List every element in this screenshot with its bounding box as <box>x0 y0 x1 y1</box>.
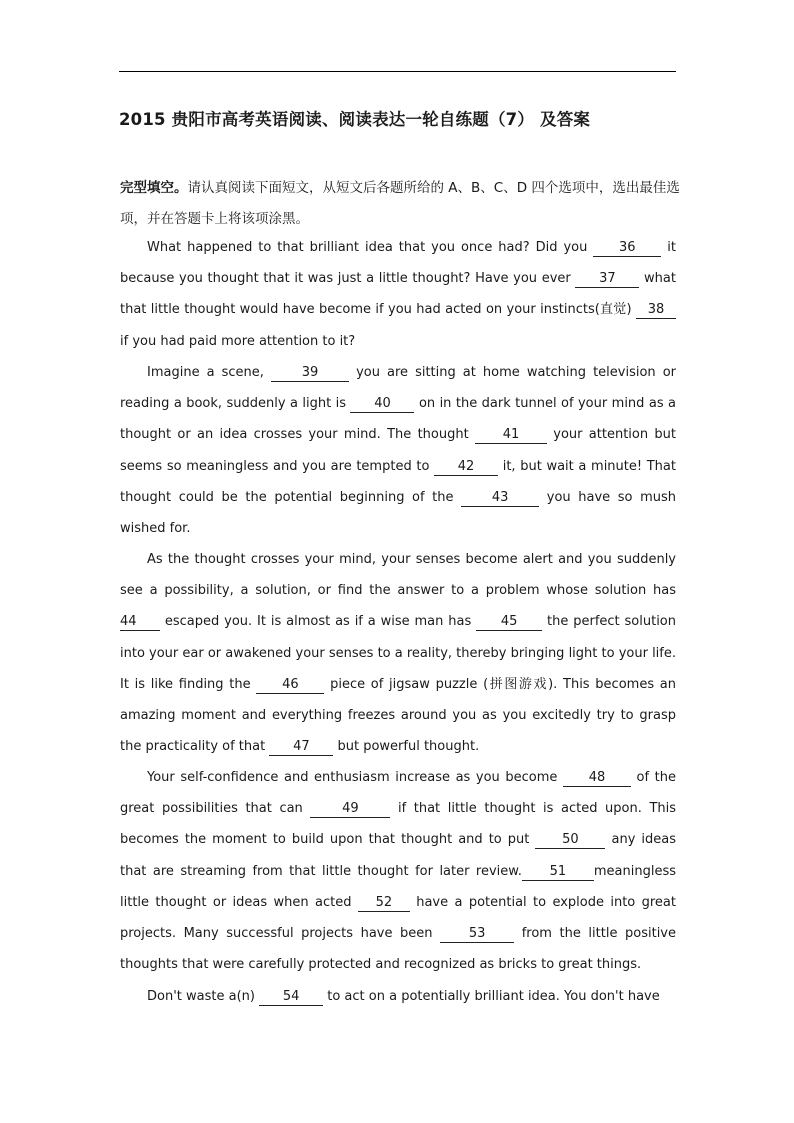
passage-text: but powerful thought. <box>337 739 480 755</box>
passage-text: you have so mush wished for. <box>120 489 676 537</box>
instructions-label: 完型填空。 <box>120 180 188 196</box>
passage-text: the perfect solution into your ear or awakened your senses to a reality, thereby bringing light to your life. It is like finding the <box>120 614 677 692</box>
passage-text: have a potential to explode into great projects. Many successful projects have been <box>120 894 676 942</box>
passage-text: on in the dark tunnel of your mind as a thought or an idea crosses your mind. The thought <box>120 396 677 443</box>
passage-paragraph-1 <box>120 232 676 357</box>
passage-text: to act on a potentially brilliant idea. You don't have <box>327 989 660 1004</box>
passage-text: meaningless little thought or ideas when acted <box>120 863 676 910</box>
blank-37: 37 <box>575 271 639 288</box>
passage-text: if you had paid more attention to it? <box>120 333 356 349</box>
passage-paragraph-2 <box>120 357 676 544</box>
passage-text: what that little thought would have become if you had acted on your instincts(直觉) <box>120 271 676 318</box>
blank-53: 53 <box>440 926 514 943</box>
passage-text: piece of jigsaw puzzle (拼图游戏). This becomes an amazing moment and everything freezes around you as you excitedly try to grasp the practicality of that <box>120 676 677 755</box>
header-rule <box>119 71 676 72</box>
passage-text: it because you thought that it was just a little thought? Have you ever <box>120 240 676 287</box>
document-title: 2015 贵阳市高考英语阅读、阅读表达一轮自练题（7） 及答案 <box>119 110 591 129</box>
blank-45: 45 <box>476 614 542 631</box>
passage-text: you are sitting at home watching television or reading a book, suddenly a light is <box>120 365 677 412</box>
blank-49: 49 <box>310 801 390 818</box>
blank-44: 44 <box>120 614 160 631</box>
passage-text: As the thought crosses your mind, your senses become alert and you suddenly see a possibility, a solution, or find the answer to a problem whose solution has <box>120 552 676 599</box>
blank-38: 38 <box>636 302 676 319</box>
blank-54: 54 <box>259 989 323 1006</box>
passage-text: What happened to that brilliant idea that you once had? Did you <box>147 240 588 255</box>
blank-40: 40 <box>350 396 414 413</box>
blank-48: 48 <box>563 770 631 787</box>
blank-52: 52 <box>358 895 410 912</box>
blank-43: 43 <box>461 490 539 507</box>
passage-paragraph-3 <box>120 544 676 762</box>
blank-41: 41 <box>475 427 547 444</box>
blank-42: 42 <box>434 459 498 476</box>
passage-text: your attention but seems so meaningless and you are tempted to <box>120 427 676 474</box>
passage-text: it, but wait a minute! That thought could be the potential beginning of the <box>120 458 676 505</box>
passage-paragraph-5 <box>120 981 676 1012</box>
blank-46: 46 <box>256 677 324 694</box>
passage-text: escaped you. It is almost as if a wise man has <box>164 614 472 630</box>
passage-text: any ideas that are streaming from that little thought for later review. <box>120 832 677 879</box>
instructions-text: 请认真阅读下面短文，从短文后各题所给的 A、B、C、D 四个选项中，选出最佳选项，并在答题卡上将该项涂黑。 <box>120 180 680 227</box>
passage-text: if that little thought is acted upon. This becomes the moment to build upon that thought and to put <box>120 801 677 848</box>
passage-text: Imagine a scene, <box>147 365 264 380</box>
blank-39: 39 <box>271 365 349 382</box>
passage-text: of the great possibilities that can <box>120 770 676 817</box>
passage-text: Don't waste a(n) <box>147 989 255 1004</box>
instructions <box>120 173 680 235</box>
blank-47: 47 <box>269 739 333 756</box>
passage-text: Your self-confidence and enthusiasm increase as you become <box>147 770 558 785</box>
blank-51: 51 <box>522 864 594 881</box>
blank-36: 36 <box>593 240 661 257</box>
passage-text: from the little positive thoughts that were carefully protected and recognized as bricks to great things. <box>120 926 676 973</box>
blank-50: 50 <box>535 832 605 849</box>
passage-paragraph-4 <box>120 762 676 980</box>
